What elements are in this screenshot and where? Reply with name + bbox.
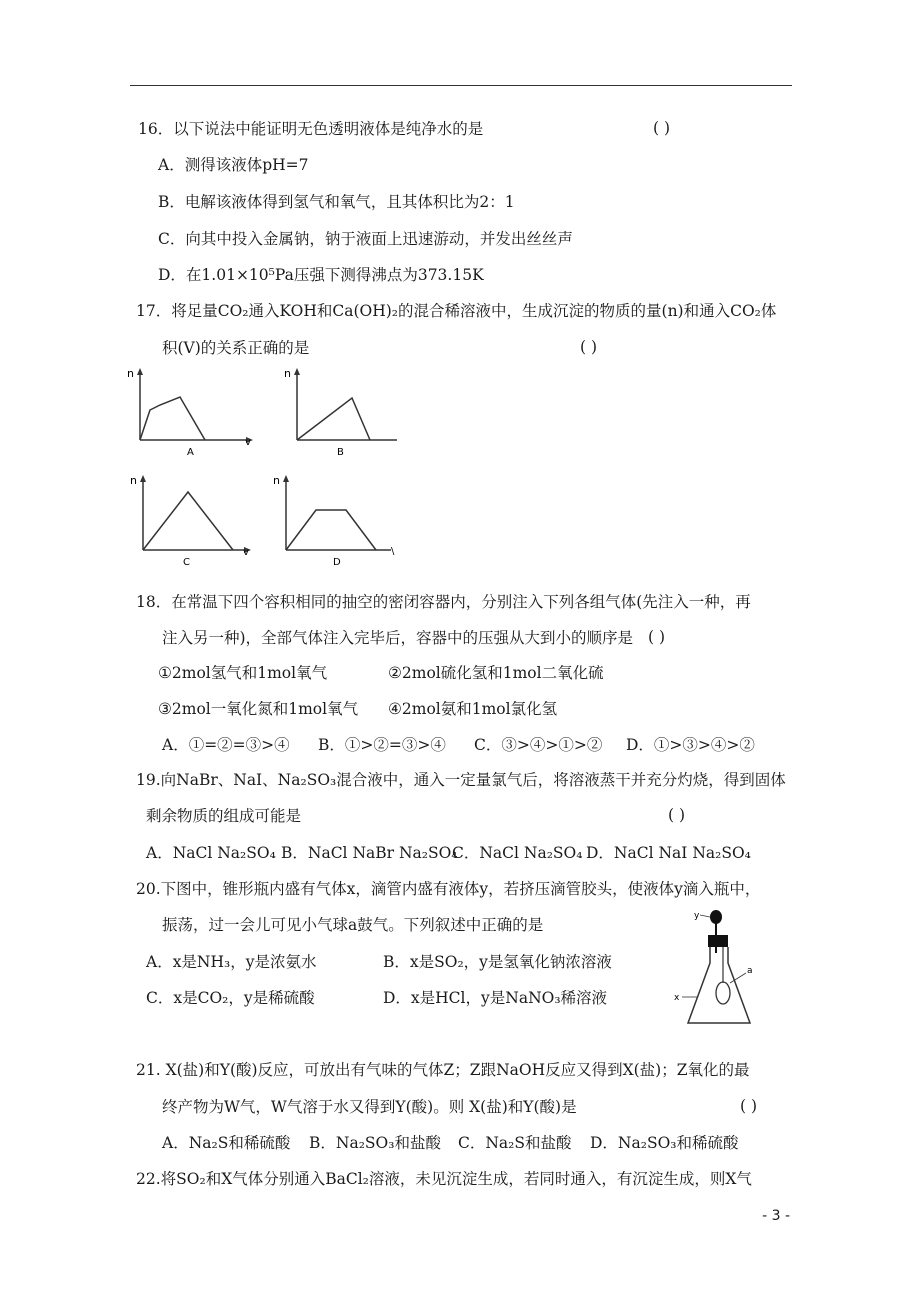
figure-label-x: x <box>674 993 680 1003</box>
conical-flask <box>688 947 750 1023</box>
q18-stem-line1: 18．在常温下四个容积相同的抽空的密闭容器内，分别注入下列各组气体(先注入一种，再 <box>136 593 751 611</box>
q19-stem-line1: 19.向NaBr、NaI、Na₂SO₃混合液中，通入一定量氯气后，将溶液蒸干并充分灼烧，得到固体 <box>136 771 786 789</box>
flask-apparatus-figure <box>668 905 768 1029</box>
page-number: - 3 - <box>762 1208 790 1224</box>
graph-c-label: C <box>183 557 190 568</box>
graph-c-curve <box>143 492 233 550</box>
graph-a-ylabel: n <box>127 367 134 380</box>
graph-b-ylabel: n <box>284 367 291 380</box>
q17-stem-line2: 积(V)的关系正确的是 <box>162 339 310 357</box>
graph-b-y-arrow <box>294 368 300 375</box>
graph-a <box>125 365 260 460</box>
q18-item-2: ②2mol硫化氢和1mol二氧化硫 <box>388 664 604 682</box>
graph-d-label: D <box>333 557 341 568</box>
q20-option-d: D．x是HCl，y是NaNO₃稀溶液 <box>383 989 608 1007</box>
graph-b <box>282 365 417 460</box>
q21-stem-line1: 21. X(盐)和Y(酸)反应，可放出有气味的气体Z；Z跟NaOH反应又得到X(盐)；Z氧化的最 <box>136 1061 750 1079</box>
q18-option-d: D．①>③>④>② <box>626 736 755 754</box>
q20-option-c: C．x是CO₂，y是稀硫酸 <box>146 989 315 1007</box>
q21-option-c: C．Na₂S和盐酸 <box>458 1134 572 1152</box>
q18-option-b: B．①>②=③>④ <box>318 736 446 754</box>
q20-stem-line1: 20.下图中，锥形瓶内盛有气体x，滴管内盛有液体y，若挤压滴管胶头，使液体y滴入瓶中， <box>136 880 761 898</box>
q16-option-c: C．向其中投入金属钠，钠于液面上迅速游动，并发出丝丝声 <box>158 230 573 248</box>
header-rule <box>130 85 792 86</box>
q19-stem-line2: 剩余物质的组成可能是 <box>146 807 302 825</box>
graph-c-xlabel: v <box>243 547 249 558</box>
q19-answer-paren: ( ) <box>668 806 686 824</box>
q19-option-b: B．NaCl NaBr Na₂SO₄ <box>281 844 458 862</box>
q22-stem-line1: 22.将SO₂和X气体分别通入BaCl₂溶液，未见沉淀生成，若同时通入，有沉淀生成，则X气 <box>136 1170 752 1188</box>
flask-stopper <box>708 935 728 947</box>
q21-answer-paren: ( ) <box>740 1097 758 1115</box>
graph-a-xlabel: v <box>245 437 251 448</box>
balloon-a <box>716 982 730 1004</box>
graph-d-xlabel: \ <box>391 546 395 557</box>
q18-option-c: C．③>④>①>② <box>474 736 603 754</box>
graph-a-y-arrow <box>137 368 143 375</box>
graph-c <box>128 472 263 570</box>
q17-stem-line1: 17．将足量CO₂通入KOH和Ca(OH)₂的混合稀溶液中，生成沉淀的物质的量(n)和通入CO₂体 <box>136 302 777 320</box>
figure-label-y: y <box>694 911 700 921</box>
q19-option-c: C．NaCl Na₂SO₄ <box>452 844 583 862</box>
q18-item-1: ①2mol氢气和1mol氧气 <box>158 664 328 682</box>
q19-option-d: D．NaCl NaI Na₂SO₄ <box>586 844 751 862</box>
graph-b-label: B <box>337 447 344 458</box>
q19-option-a: A．NaCl Na₂SO₄ <box>146 844 276 862</box>
q18-answer-paren: ( ) <box>648 628 666 646</box>
q16-stem: 16．以下说法中能证明无色透明液体是纯净水的是 <box>138 120 484 138</box>
graph-c-y-arrow <box>140 475 146 482</box>
q18-option-a: A．①=②=③>④ <box>162 736 290 754</box>
q18-item-3: ③2mol一氧化氮和1mol氧气 <box>158 700 359 718</box>
q16-option-d: D．在1.01×10⁵Pa压强下测得沸点为373.15K <box>158 266 484 284</box>
graph-c-ylabel: n <box>130 474 137 487</box>
dropper-bulb <box>710 910 722 924</box>
q16-answer-paren: ( ) <box>653 119 671 137</box>
q20-stem-line2: 振荡，过一会儿可见小气球a鼓气。下列叙述中正确的是 <box>162 916 544 934</box>
q18-stem-line2: 注入另一种)，全部气体注入完毕后，容器中的压强从大到小的顺序是 <box>162 629 634 647</box>
graph-b-curve <box>297 398 370 440</box>
graph-d <box>271 472 406 570</box>
graph-a-curve <box>140 397 205 440</box>
q16-option-b: B．电解该液体得到氢气和氧气，且其体积比为2：1 <box>158 193 515 211</box>
q17-answer-paren: ( ) <box>580 338 598 356</box>
graph-d-curve <box>286 510 376 550</box>
graph-d-ylabel: n <box>273 474 280 487</box>
q21-option-b: B．Na₂SO₃和盐酸 <box>309 1134 441 1152</box>
graph-a-label: A <box>187 447 194 458</box>
q16-option-a: A．测得该液体pH=7 <box>158 156 309 174</box>
q21-stem-line2: 终产物为W气，W气溶于水又得到Y(酸)。则 X(盐)和Y(酸)是 <box>162 1098 577 1116</box>
figure-label-a: a <box>747 966 753 976</box>
q21-option-a: A．Na₂S和稀硫酸 <box>162 1134 291 1152</box>
q21-option-d: D．Na₂SO₃和稀硫酸 <box>590 1134 739 1152</box>
q20-option-b: B．x是SO₂，y是氢氧化钠浓溶液 <box>383 953 612 971</box>
graph-d-y-arrow <box>283 475 289 482</box>
q20-option-a: A．x是NH₃，y是浓氨水 <box>146 953 317 971</box>
q18-item-4: ④2mol氨和1mol氯化氢 <box>388 700 558 718</box>
